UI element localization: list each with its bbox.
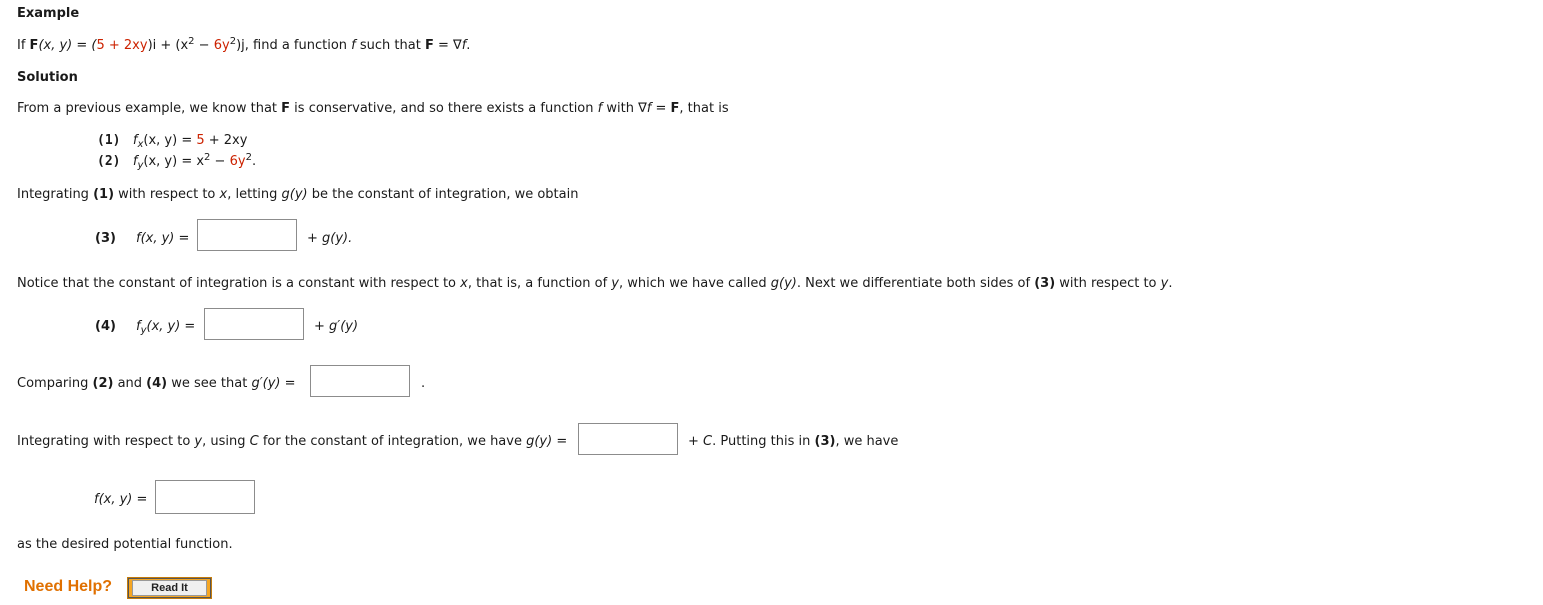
f-answer-input[interactable] bbox=[155, 480, 255, 514]
integrating-text-1: Integrating (1) with respect to x, letting g(y) be the constant of integration, we obtain bbox=[17, 187, 579, 202]
equation-4-rhs: + g′(y) bbox=[314, 319, 359, 334]
equation-3-number: (3) bbox=[95, 231, 116, 246]
problem-statement: If F(x, $y) = (5 + 2xy)i + (x^2 - 6y^2)j$, find a function f such that F = ∇f. bbox=[17, 36, 471, 53]
final-lhs: f(x, y) = bbox=[94, 492, 148, 507]
equation-3-rhs: + g(y). bbox=[307, 231, 353, 246]
need-help-label: Need Help? bbox=[24, 578, 113, 595]
intro-text: From a previous example, we know that F is conservative, and so there exists a function f with ∇f = F, that is bbox=[17, 101, 729, 116]
integrating-text-2: Integrating with respect to y, using C for the constant of integration, we have g(y) = bbox=[17, 434, 568, 449]
read-it-button[interactable] bbox=[128, 578, 211, 598]
closing-text: as the desired potential function. bbox=[17, 537, 233, 552]
gprime-answer-input[interactable] bbox=[310, 365, 410, 397]
solution-heading: Solution bbox=[17, 70, 78, 85]
comparing-text: Comparing (2) and (4) we see that g′(y) = bbox=[17, 376, 296, 391]
notice-text: Notice that the constant of integration is a constant with respect to x, that is, a function of y, which we have called g(y). Next we differentiate both sides of (3) with respect to y. bbox=[17, 276, 1173, 291]
eq3-answer-input[interactable] bbox=[197, 219, 297, 251]
read-it-button-label: Read It bbox=[132, 580, 207, 596]
equation-4-lhs: $f_y(x$, y) = bbox=[136, 319, 196, 336]
comparing-period: . bbox=[421, 376, 426, 391]
equation-4-number: (4) bbox=[95, 319, 116, 334]
equation-2: (2) $f_y(x$, $y) = x^2 - 6y^2$. bbox=[97, 152, 257, 171]
example-heading: Example bbox=[17, 6, 80, 21]
eq4-answer-input[interactable] bbox=[204, 308, 304, 340]
g-answer-input[interactable] bbox=[578, 423, 678, 455]
integrating-text-2-after: + C. Putting this in (3), we have bbox=[688, 434, 899, 449]
equation-3-lhs: f(x, y) = bbox=[136, 231, 190, 246]
equation-1: (1) $f_x(x$, y) = 5 + 2xy bbox=[97, 133, 248, 150]
